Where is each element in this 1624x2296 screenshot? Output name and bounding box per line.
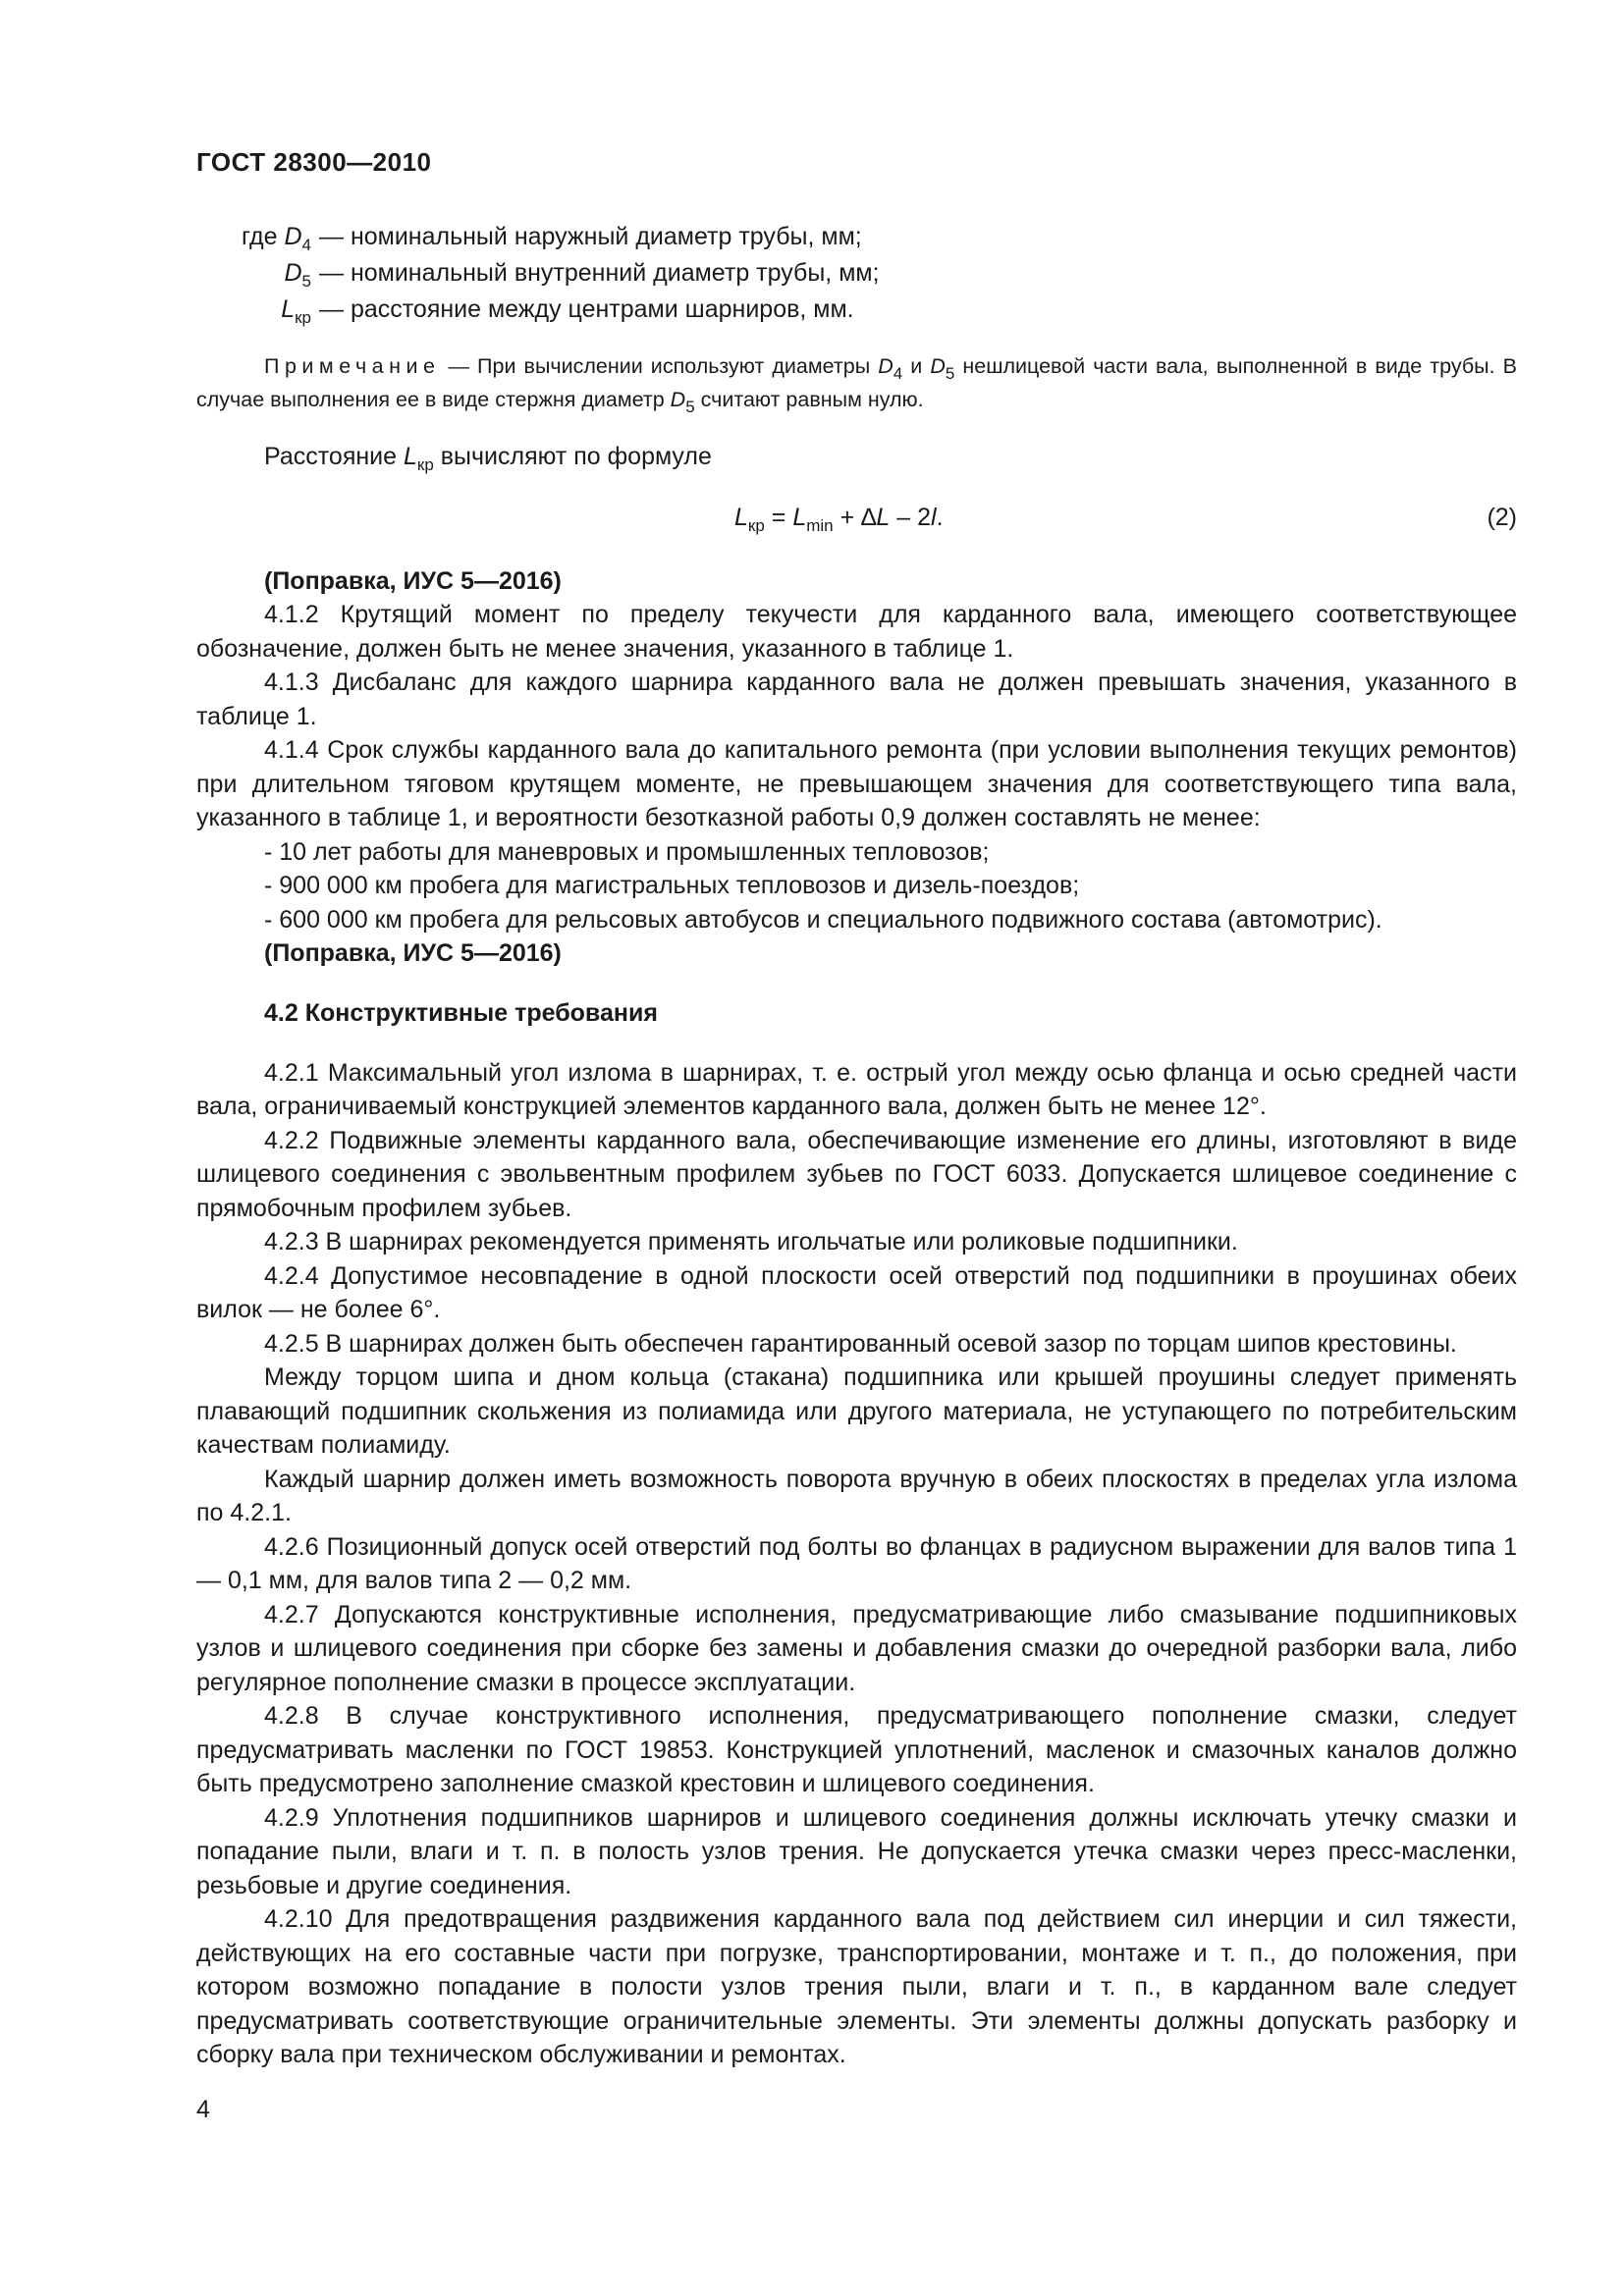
document-page [196,147,1517,2072]
paragraph: Каждый шарнир должен иметь возможность поворота вручную в обеих плоскостях в пределах угла излома по 4.2.1. [196,1465,1517,1526]
definition-item [196,292,1517,328]
formula-row [196,492,1517,551]
paragraph-4-1-3: 4.1.3 Дисбаланс для каждого шарнира карданного вала не должен превышать значения, указанного в таблице 1. [196,668,1517,730]
amendment-note: (Поправка, ИУС 5—2016) [264,939,562,967]
paragraph: 4.2.6 Позиционный допуск осей отверстий под болты во фланцах в радиусном выражении для валов типа 1 — 0,1 мм, для валов типа 2 — 0,2 мм. [196,1532,1517,1594]
paragraph: 4.2.8 В случае конструктивного исполнения, предусматривающего пополнение смазки, следует предусматривать масленки по ГОСТ 19853. Конструкцией уплотнений, масленок и смазочных каналов должно быть предусмотрено заполнение смазкой крестовин и шлицевого соединения. [196,1702,1517,1797]
paragraph: 4.2.1 Максимальный угол излома в шарнирах, т. е. острый угол между осью фланца и осью средней части вала, ограничиваемый конструкцией элементов карданного вала, должен быть не менее 12°. [196,1058,1517,1120]
note-label: Примечание [264,354,441,378]
list-item: - 900 000 км пробега для магистральных тепловозов и дизель-поездов; [264,872,1080,899]
definitions-list [196,219,1517,328]
definition-item [196,219,1517,255]
distance-intro: Расстояние $L_{кр}$ вычисляют по формуле [264,443,712,474]
definition-text: — номинальный внутренний диаметр трубы, мм; [319,259,880,287]
definition-symbol: где $D_4$ [242,223,311,254]
service-life-list [196,835,1517,937]
definition-text: — номинальный наружный диаметр трубы, мм; [319,223,862,250]
paragraph: 4.2.9 Уплотнения подшипников шарниров и шлицевого соединения должны исключать утечку смазки и попадание пыли, влаги и т. п. в полость узлов трения. Не допускается утечка смазки через пресс-масленки, резьбовые и другие соединения. [196,1803,1517,1899]
section-title: 4.2 Конструктивные требования [264,998,658,1027]
paragraph: 4.2.2 Подвижные элементы карданного вала, обеспечивающие изменение его длины, изготовляют в виде шлицевого соединения с эвольвентным профилем зубьев по ГОСТ 6033. Допускается шлицевое соединение с прямобочным профилем зубьев. [196,1126,1517,1222]
paragraph-4-1-2: 4.1.2 Крутящий момент по пределу текучести для карданного вала, имеющего соответствующее обозначение, должен быть не менее значения, указанного в таблице 1. [196,601,1517,663]
page-number: 4 [196,2096,210,2123]
paragraph: Между торцом шипа и дном кольца (стакана) подшипника или крышей проушины следует применять плавающий подшипник скольжения из полиамида или другого материала, не уступающего по потребительским качествам полиамиду. [196,1363,1517,1459]
formula: $L_{кр} = L_{min} + \Delta L - 2l$. [734,503,944,535]
definition-item [196,255,1517,292]
definition-symbol: $L_{кр}$ [281,295,311,327]
definition-symbol: $D_5$ [284,259,311,291]
definition-text: — расстояние между центрами шарниров, мм. [319,295,854,323]
note-paragraph: Примечание — При вычислении используют диаметры $D_4$ и $D_5$ нешлицевой части вала, выполненной в виде трубы. В случае выполнения ее в виде стержня диаметр $D_5$ считают равным нулю. [196,354,1517,416]
paragraph-4-1-4: 4.1.4 Срок службы карданного вала до капитального ремонта (при условии выполнения текущих ремонтов) при длительном тяговом крутящем моменте, не превышающем значения для соответствующего типа вала, указанного в таблице 1, и вероятности безотказной работы 0,9 должен составлять не менее: [196,736,1517,831]
list-item: - 10 лет работы для маневровых и промышленных тепловозов; [264,837,990,866]
paragraph: 4.2.10 Для предотвращения раздвижения карданного вала под действием сил инерции и сил тяжести, действующих на его составные части при погрузке, транспортировании, монтаже и т. п., до положения, при котором возможно попадание в полости узлов трения пыли, влаги и т. п., в карданном вале следует предусматривать соответствующие ограничительные элементы. Эти элементы должны допускать разборку и сборку вала при техническом обслуживании и ремонтах. [196,1905,1517,2068]
formula-number: (2) [1487,503,1517,531]
paragraph: 4.2.4 Допустимое несовпадение в одной плоскости осей отверстий под подшипники в проушинах обеих вилок — не более 6°. [196,1261,1517,1323]
paragraph: 4.2.5 В шарнирах должен быть обеспечен гарантированный осевой зазор по торцам шипов крестовины. [264,1329,1457,1358]
list-item: - 600 000 км пробега для рельсовых автобусов и специального подвижного состава (автомотрис). [264,905,1382,934]
paragraph: 4.2.7 Допускаются конструктивные исполнения, предусматривающие либо смазывание подшипниковых узлов и шлицевого соединения при сборке без замены и добавления смазки до очередной разборки вала, либо регулярное пополнение смазки в процессе эксплуатации. [196,1600,1517,1696]
amendment-note: (Поправка, ИУС 5—2016) [264,566,562,595]
document-header: ГОСТ 28300—2010 [196,147,432,177]
paragraph: 4.2.3 В шарнирах рекомендуется применять игольчатые или роликовые подшипники. [264,1228,1238,1255]
